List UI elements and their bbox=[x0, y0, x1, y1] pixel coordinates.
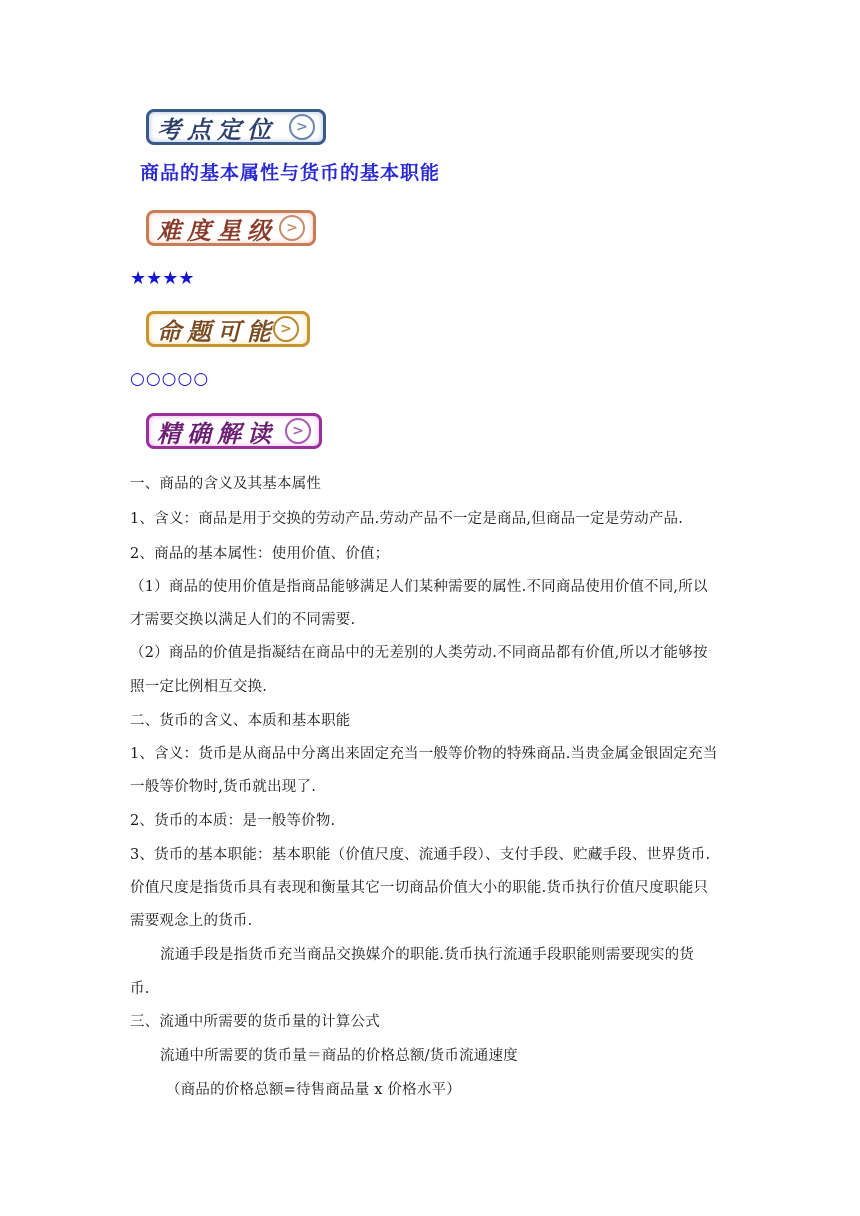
section-heading: 三、流通中所需要的货币量的计算公式 bbox=[130, 1014, 380, 1030]
badge-probability bbox=[146, 311, 310, 347]
badge-probability-label: 命题可能 bbox=[157, 316, 277, 346]
badge-exam-point-label: 考点定位 bbox=[157, 114, 277, 144]
badge-interpretation bbox=[146, 413, 322, 449]
topic-title: 商品的基本属性与货币的基本职能 bbox=[140, 162, 441, 184]
paragraph-line: 价值尺度是指货币具有表现和衡量其它一切商品价值大小的职能.货币执行价值尺度职能只 bbox=[130, 880, 709, 896]
arrow-circle-icon: > bbox=[285, 418, 311, 444]
paragraph-line: （2）商品的价值是指凝结在商品中的无差别的人类劳动.不同商品都有价值,所以才能够按 bbox=[130, 645, 708, 661]
paragraph-line: 币. bbox=[130, 981, 150, 997]
badge-interpretation-label: 精确解读 bbox=[157, 418, 277, 448]
paragraph-line: 2、商品的基本属性：使用价值、价值； bbox=[130, 546, 390, 562]
formula-line: 流通中所需要的货币量＝商品的价格总额/货币流通速度 bbox=[160, 1048, 518, 1064]
paragraph-line: 才需要交换以满足人们的不同需要. bbox=[130, 612, 356, 628]
badge-difficulty bbox=[146, 210, 316, 246]
formula-note: （商品的价格总额=待售商品量 x 价格水平） bbox=[166, 1082, 461, 1098]
paragraph-line: 流通手段是指货币充当商品交换媒介的职能.货币执行流通手段职能则需要现实的货 bbox=[160, 947, 695, 963]
paragraph-line: 3、货币的基本职能：基本职能（价值尺度、流通手段）、支付手段、贮藏手段、世界货币. bbox=[130, 847, 711, 863]
arrow-circle-icon: > bbox=[289, 114, 315, 140]
paragraph-line: 需要观念上的货币. bbox=[130, 913, 253, 929]
probability-circles: ○○○○○ bbox=[130, 369, 210, 389]
paragraph-line: （1）商品的使用价值是指商品能够满足人们某种需要的属性.不同商品使用价值不同,所以 bbox=[130, 579, 708, 595]
badge-difficulty-label: 难度星级 bbox=[157, 215, 277, 245]
arrow-circle-icon: > bbox=[279, 215, 305, 241]
difficulty-stars: ★★★★ bbox=[130, 268, 195, 289]
arrow-circle-icon: > bbox=[273, 316, 299, 342]
paragraph-line: 2、货币的本质：是一般等价物. bbox=[130, 813, 336, 829]
paragraph-line: 1、含义：货币是从商品中分离出来固定充当一般等价物的特殊商品.当贵金属金银固定充当 bbox=[130, 746, 718, 762]
section-heading: 一、商品的含义及其基本属性 bbox=[130, 476, 322, 492]
badge-exam-point bbox=[146, 109, 326, 145]
paragraph-line: 一般等价物时,货币就出现了. bbox=[130, 779, 317, 795]
paragraph-line: 1、含义：商品是用于交换的劳动产品.劳动产品不一定是商品,但商品一定是劳动产品. bbox=[130, 511, 684, 527]
section-heading: 二、货币的含义、本质和基本职能 bbox=[130, 713, 351, 729]
paragraph-line: 照一定比例相互交换. bbox=[130, 679, 268, 695]
